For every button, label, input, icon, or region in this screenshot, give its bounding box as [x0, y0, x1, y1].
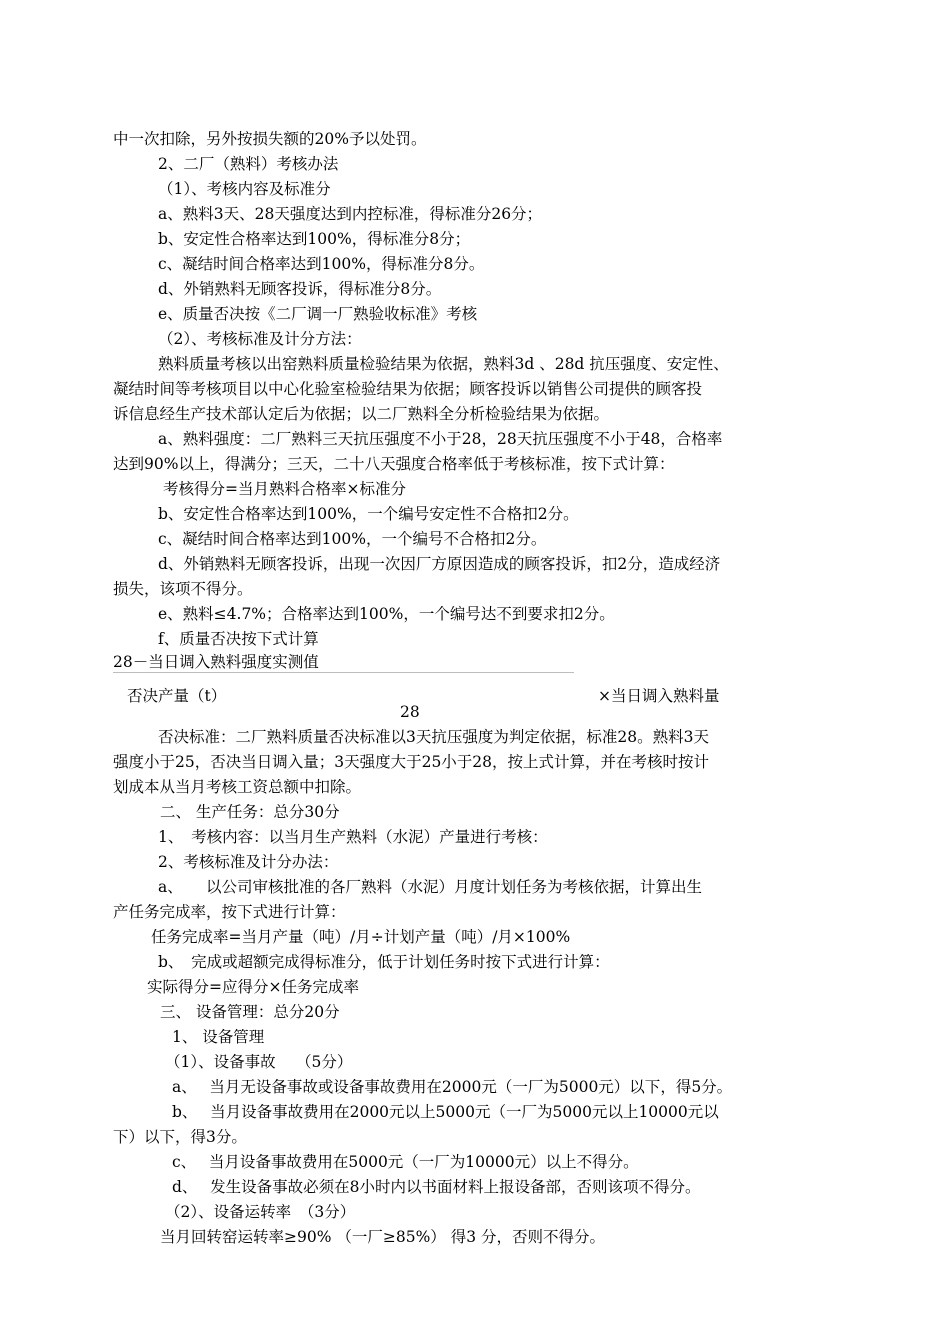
formula-multiplier: ×当日调入熟料量	[598, 687, 720, 705]
text-line: 熟料质量考核以出窑熟料质量检验结果为依据，熟料3d 、28d 抗压强度、安定性、	[158, 355, 729, 373]
list-item: a、 以公司审核批准的各厂熟料（水泥）月度计划任务为考核依据，计算出生	[158, 878, 702, 896]
list-item: c、凝结时间合格率达到100%，一个编号不合格扣2分。	[158, 530, 547, 548]
list-item: e、质量否决按《二厂调一厂熟验收标准》考核	[158, 305, 478, 323]
text-line: 损失，该项不得分。	[113, 580, 253, 598]
section-heading: 2、二厂（熟料）考核办法	[158, 155, 339, 173]
list-item: 2、考核标准及计分办法：	[158, 853, 339, 871]
list-item: b、安定性合格率达到100%，一个编号安定性不合格扣2分。	[158, 505, 579, 523]
formula-line: 实际得分=应得分×任务完成率	[147, 978, 359, 996]
list-item: 1、 考核内容：以当月生产熟料（水泥）产量进行考核：	[158, 828, 548, 846]
list-item: a、熟料强度：二厂熟料三天抗压强度不小于28，28天抗压强度不小于48，合格率	[158, 430, 723, 448]
text-line: 当月回转窑运转率≥90% （一厂≥85%） 得3 分，否则不得分。	[160, 1228, 606, 1246]
list-item: b、安定性合格率达到100%，得标准分8分；	[158, 230, 471, 248]
list-item: c、凝结时间合格率达到100%，得标准分8分。	[158, 255, 485, 273]
list-item: f、质量否决按下式计算	[158, 630, 319, 648]
subsection-heading: （1）、考核内容及标准分	[158, 180, 331, 198]
text-line: 达到90%以上，得满分；三天，二十八天强度合格率低于考核标准，按下式计算：	[113, 455, 675, 473]
text-line: 划成本从当月考核工资总额中扣除。	[113, 778, 362, 796]
formula-line: 考核得分=当月熟料合格率×标准分	[163, 480, 406, 498]
text-line: 强度小于25，否决当日调入量；3天强度大于25小于28，按上式计算，并在考核时按计	[113, 753, 710, 771]
text-line: 诉信息经生产技术部认定后为依据；以二厂熟料全分析检验结果为依据。	[113, 405, 610, 423]
section-heading: 二、 生产任务：总分30分	[160, 803, 340, 821]
subsection-heading: （1）、设备事故 （5分）	[165, 1053, 353, 1071]
list-item: b、 当月设备事故费用在2000元以上5000元（一厂为5000元以上10000元以	[172, 1103, 719, 1121]
subsection-heading: 1、 设备管理	[172, 1028, 265, 1046]
section-heading: 三、 设备管理：总分20分	[160, 1003, 340, 1021]
list-item: c、 当月设备事故费用在5000元（一厂为10000元）以上不得分。	[172, 1153, 639, 1171]
text-line: 否决标准：二厂熟料质量否决标准以3天抗压强度为判定依据，标准28。熟料3天	[158, 728, 709, 746]
formula-line: 任务完成率=当月产量（吨）/月÷计划产量（吨）/月×100%	[151, 928, 571, 946]
formula-denominator: 28	[400, 703, 420, 721]
text-line: 下）以下，得3分。	[113, 1128, 247, 1146]
formula-numerator: 28－当日调入熟料强度实测值	[113, 653, 319, 671]
list-item: d、外销熟料无顾客投诉，出现一次因厂方原因造成的顾客投诉，扣2分，造成经济	[158, 555, 721, 573]
formula-label: 否决产量（t）	[127, 687, 227, 705]
text-line: 产任务完成率，按下式进行计算：	[113, 903, 346, 921]
list-item: e、熟料≤4.7%；合格率达到100%，一个编号达不到要求扣2分。	[158, 605, 615, 623]
subsection-heading: （2）、考核标准及计分方法：	[158, 330, 362, 348]
subsection-heading: （2）、设备运转率 （3分）	[165, 1203, 356, 1221]
list-item: d、 发生设备事故必须在8小时内以书面材料上报设备部，否则该项不得分。	[172, 1178, 701, 1196]
text-line: 凝结时间等考核项目以中心化验室检验结果为依据；顾客投诉以销售公司提供的顾客投	[113, 380, 703, 398]
list-item: d、外销熟料无顾客投诉，得标准分8分。	[158, 280, 442, 298]
list-item: a、 当月无设备事故或设备事故费用在2000元（一厂为5000元）以下，得5分。	[172, 1078, 733, 1096]
text-line: 中一次扣除，另外按损失额的20%予以处罚。	[113, 130, 427, 148]
fraction-bar	[113, 672, 574, 673]
list-item: b、 完成或超额完成得标准分，低于计划任务时按下式进行计算：	[158, 953, 610, 971]
list-item: a、熟料3天、28天强度达到内控标准，得标准分26分；	[158, 205, 543, 223]
